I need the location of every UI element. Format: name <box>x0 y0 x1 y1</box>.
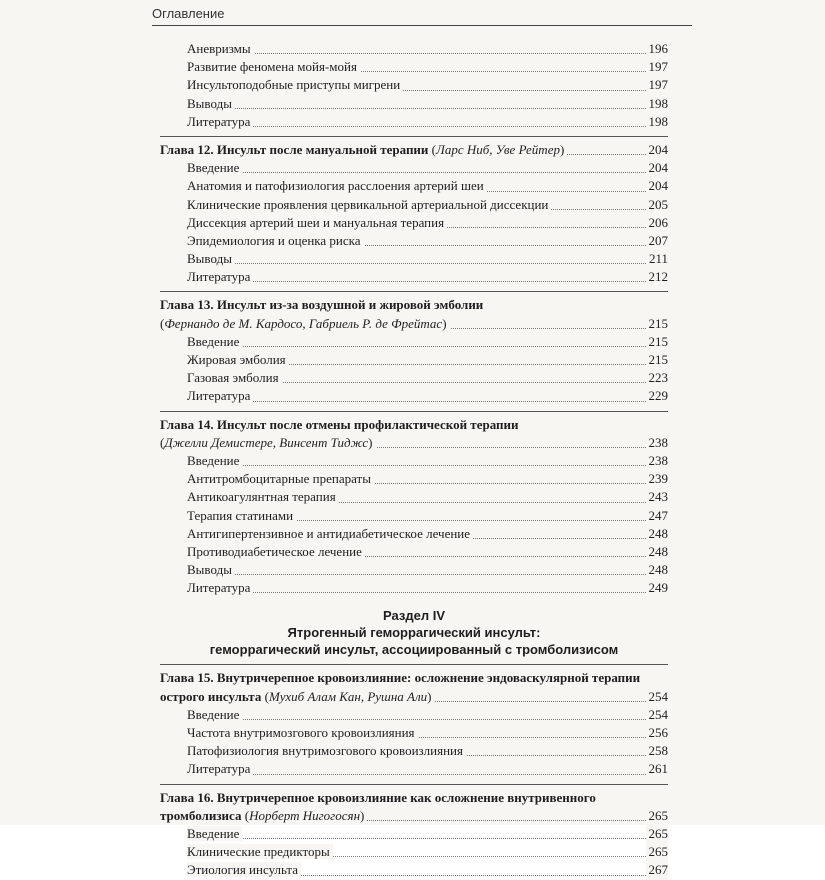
toc-entry[interactable] <box>160 196 668 214</box>
toc-entry-page: 256 <box>646 724 669 742</box>
toc-entry-page: 249 <box>646 579 669 597</box>
toc-entry-title: Литература <box>187 114 253 129</box>
toc-entry-page: 215 <box>646 351 669 369</box>
toc-entry-title: Литература <box>187 761 253 776</box>
chapter-14-authors-row[interactable]: (Джелли Демистере, Винсент Тиджс) 238 <box>160 434 668 452</box>
toc-entry[interactable] <box>160 95 668 113</box>
separator <box>160 291 668 292</box>
chapter-16-authors: Норберт Нигогосян <box>249 807 361 823</box>
chapter-13-page: 215 <box>646 315 669 333</box>
chapter-16-title-line1: Глава 16. Внутричерепное кровоизлияние как осложнение внутривенного <box>160 789 596 805</box>
chapter-16-entries <box>160 825 668 880</box>
chapter-14-authors: Джелли Демистере, Винсент Тиджс <box>164 434 369 450</box>
toc-entry[interactable] <box>160 706 668 724</box>
toc-entry-title: Введение <box>187 160 242 175</box>
toc-entry-title: Эпидемиология и оценка риска <box>187 233 364 248</box>
toc-entry-title: Анатомия и патофизиология расслоения артерий шеи <box>187 178 487 193</box>
chapter-15-title-line1: Глава 15. Внутричерепное кровоизлияние: осложнение эндоваскулярной терапии <box>160 670 641 686</box>
toc-entry-title: Аневризмы <box>187 41 254 56</box>
toc-group-continued <box>160 40 668 131</box>
toc-entry-page: 205 <box>646 196 669 214</box>
toc-entry[interactable] <box>160 488 668 506</box>
toc-entry-title: Антигипертензивное и антидиабетическое лечение <box>187 526 473 541</box>
toc-entry[interactable] <box>160 76 668 94</box>
toc-entry-page: 239 <box>646 470 669 488</box>
toc-entry[interactable] <box>160 159 668 177</box>
chapter-12-heading[interactable]: Глава 12. Инсульт после мануальной терапии (Ларс Ниб, Уве Рейтер) 204 <box>160 141 668 159</box>
toc-entry[interactable] <box>160 760 668 778</box>
toc-entry-title: Клинические предикторы <box>187 844 333 859</box>
chapter-16-page: 265 <box>646 807 669 825</box>
toc-entry[interactable] <box>160 825 668 843</box>
toc-entry-page: 247 <box>646 507 669 525</box>
toc-entry-page: 211 <box>646 250 668 268</box>
section-iv-heading <box>160 607 668 658</box>
toc-entry-title: Патофизиология внутримозгового кровоизлияния <box>187 743 466 758</box>
toc-entry-title: Газовая эмболия <box>187 370 282 385</box>
toc-entry-title: Клинические проявления цервикальной артериальной диссекции <box>187 197 551 212</box>
toc-entry-page: 248 <box>646 561 669 579</box>
toc-entry-title: Жировая эмболия <box>187 352 289 367</box>
toc-entry[interactable] <box>160 177 668 195</box>
chapter-13-authors-row[interactable]: (Фернандо де М. Кардосо, Габриель Р. де Фрейтас) 215 <box>160 315 668 333</box>
chapter-15-title-line2: острого инсульта <box>160 688 262 704</box>
toc-entry-title: Введение <box>187 453 242 468</box>
toc-entry[interactable] <box>160 543 668 561</box>
section-title-line2: геморрагический инсульт, ассоциированный с тромболизисом <box>209 642 619 658</box>
chapter-15-heading[interactable] <box>160 669 668 687</box>
toc-entry[interactable] <box>160 40 668 58</box>
chapter-13-entries <box>160 333 668 406</box>
chapter-14-entries <box>160 452 668 598</box>
toc-entry-title: Терапия статинами <box>187 508 296 523</box>
toc-entry[interactable] <box>160 351 668 369</box>
toc-entry-page: 223 <box>646 369 669 387</box>
toc-entry-page: 207 <box>646 232 669 250</box>
toc-entry-page: 265 <box>646 843 669 861</box>
toc-entry-title: Антитромбоцитарные препараты <box>187 471 374 486</box>
toc-entry-page: 254 <box>646 706 669 724</box>
toc-entry[interactable] <box>160 58 668 76</box>
chapter-14-title: Глава 14. Инсульт после отмены профилактической терапии <box>160 416 519 432</box>
toc-entry-title: Литература <box>187 388 253 403</box>
chapter-15-page: 254 <box>646 688 669 706</box>
chapter-16-heading-cont[interactable]: тромболизиса (Норберт Нигогосян) 265 <box>160 807 668 825</box>
toc-entry[interactable] <box>160 525 668 543</box>
chapter-13-title: Глава 13. Инсульт из-за воздушной и жировой эмболии <box>160 297 484 313</box>
toc-entry[interactable] <box>160 232 668 250</box>
toc-entry-page: 267 <box>646 861 669 879</box>
toc-entry-page: 204 <box>646 177 669 195</box>
chapter-13-authors: Фернандо де М. Кардосо, Габриель Р. де Фрейтас <box>164 315 443 331</box>
toc-entry-title: Выводы <box>187 251 235 266</box>
toc-entry-title: Литература <box>187 580 253 595</box>
separator <box>160 411 668 412</box>
toc-entry-title: Выводы <box>187 96 235 111</box>
toc-entry-title: Диссекция артерий шеи и мануальная терапия <box>187 215 447 230</box>
toc-entry-page: 248 <box>646 525 669 543</box>
chapter-12-page: 204 <box>646 141 669 159</box>
toc-entry[interactable] <box>160 470 668 488</box>
separator <box>160 784 668 785</box>
toc-entry-title: Инсультоподобные приступы мигрени <box>187 77 403 92</box>
toc-entry-page: 198 <box>646 113 669 131</box>
chapter-15-entries <box>160 706 668 779</box>
toc-entry[interactable] <box>160 333 668 351</box>
toc-entry-title: Противодиабетическое лечение <box>187 544 365 559</box>
section-label: Раздел IV <box>383 608 445 624</box>
toc-entry[interactable] <box>160 369 668 387</box>
toc-entry[interactable] <box>160 724 668 742</box>
toc-entry-title: Введение <box>187 707 242 722</box>
toc-entry-page: 197 <box>646 76 669 94</box>
toc-entry-page: 243 <box>646 488 669 506</box>
toc-entry[interactable] <box>160 268 668 286</box>
toc-entry-title: Литература <box>187 269 253 284</box>
toc-entry[interactable] <box>160 452 668 470</box>
toc-entry-title: Частота внутримозгового кровоизлияния <box>187 725 418 740</box>
table-of-contents <box>160 40 668 880</box>
toc-entry[interactable] <box>160 387 668 405</box>
chapter-16-heading[interactable] <box>160 789 668 807</box>
toc-entry-page: 258 <box>646 742 669 760</box>
toc-entry-page: 212 <box>646 268 669 286</box>
toc-entry[interactable] <box>160 113 668 131</box>
section-title-line1: Ятрогенный геморрагический инсульт: <box>287 625 541 641</box>
toc-entry[interactable] <box>160 250 668 268</box>
toc-entry-page: 265 <box>646 825 669 843</box>
separator <box>160 136 668 137</box>
toc-entry-title: Введение <box>187 334 242 349</box>
toc-entry-page: 198 <box>646 95 669 113</box>
running-head: Оглавление <box>152 6 225 21</box>
toc-entry[interactable] <box>160 579 668 597</box>
chapter-12-authors: Ларс Ниб, Уве Рейтер <box>436 141 560 157</box>
chapter-12-entries <box>160 159 668 286</box>
toc-entry-page: 196 <box>646 40 669 58</box>
toc-entry[interactable] <box>160 561 668 579</box>
toc-entry[interactable] <box>160 742 668 760</box>
chapter-14-heading[interactable] <box>160 416 668 434</box>
toc-entry[interactable] <box>160 861 668 879</box>
toc-entry-title: Введение <box>187 826 242 841</box>
chapter-15-heading-cont[interactable]: острого инсульта (Мухиб Алам Кан, Рушна Али) 254 <box>160 688 668 706</box>
toc-entry[interactable] <box>160 507 668 525</box>
chapter-13-heading[interactable] <box>160 296 668 314</box>
chapter-12-title: Глава 12. Инсульт после мануальной терапии <box>160 141 429 157</box>
toc-entry-title: Выводы <box>187 562 235 577</box>
toc-entry[interactable] <box>160 214 668 232</box>
chapter-15-authors: Мухиб Алам Кан, Рушна Али <box>268 688 428 704</box>
toc-entry-title: Развитие феномена мойя-мойя <box>187 59 360 74</box>
toc-entry-page: 229 <box>646 387 669 405</box>
toc-entry-page: 197 <box>646 58 669 76</box>
separator <box>160 664 668 665</box>
chapter-14-page: 238 <box>646 434 669 452</box>
toc-entry-title: Этиология инсульта <box>187 862 301 877</box>
toc-entry-page: 206 <box>646 214 669 232</box>
toc-entry-title: Антикоагулянтная терапия <box>187 489 339 504</box>
toc-entry[interactable] <box>160 843 668 861</box>
toc-entry-page: 261 <box>646 760 669 778</box>
toc-entry-page: 248 <box>646 543 669 561</box>
toc-entry-page: 204 <box>646 159 669 177</box>
chapter-16-title-line2: тромболизиса <box>160 807 242 823</box>
toc-entry-page: 238 <box>646 452 669 470</box>
toc-entry-page: 215 <box>646 333 669 351</box>
header-rule <box>152 25 692 26</box>
